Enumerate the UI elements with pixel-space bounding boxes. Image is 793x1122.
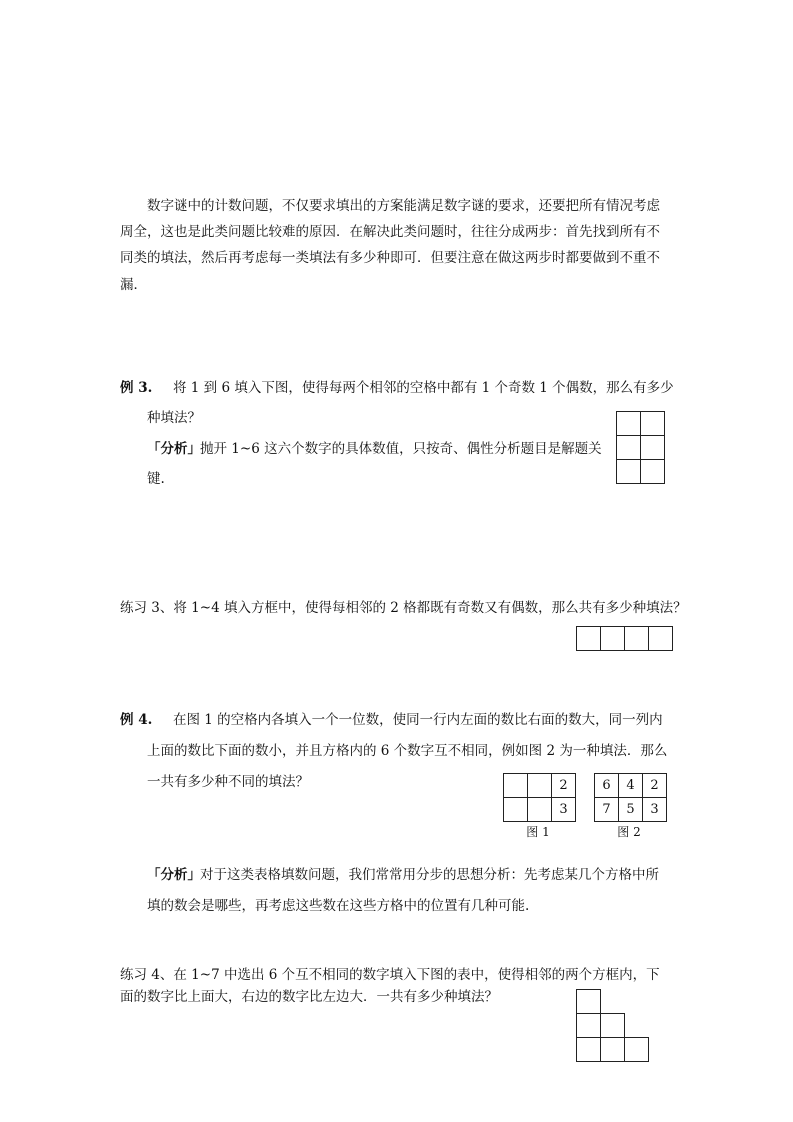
grid-cell (601, 1014, 625, 1038)
intro-line-4: 漏． (120, 277, 147, 293)
grid-cell (617, 412, 641, 436)
example3-analysis-line-1: 抛开 1~6 这六个数字的具体数值，只按奇、偶性分析题目是解题关 (200, 441, 602, 457)
grid-cell (649, 627, 673, 651)
example4-line-3: 一共有多少种不同的填法？ (147, 774, 309, 790)
example3-analysis-line-2: 键. (147, 471, 165, 487)
grid-cell: 5 (619, 798, 643, 822)
grid-cell (504, 774, 528, 798)
grid-cell: 2 (552, 774, 576, 798)
grid-cell: 6 (595, 774, 619, 798)
grid-cell (577, 627, 601, 651)
example4-line-2: 上面的数比下面的数小，并且方格内的 6 个数字互不相同，例如图 2 为一种填法．那么 (147, 743, 668, 759)
grid-cell (617, 460, 641, 484)
grid-cell (641, 436, 665, 460)
intro-line-1: 数字谜中的计数问题，不仅要求填出的方案能满足数字谜的要求，还要把所有情况考虑 (147, 198, 660, 214)
example3-analysis-label: 「分析」 (147, 441, 201, 457)
grid-cell (625, 1038, 649, 1062)
grid-cell: 3 (643, 798, 667, 822)
figure-2-caption: 图 2 (617, 825, 641, 839)
grid-cell (641, 460, 665, 484)
example4-analysis-label: 「分析」 (147, 867, 201, 883)
practice4-grid (576, 989, 649, 1062)
example4-label: 例 4. (120, 712, 153, 728)
grid-cell: 4 (619, 774, 643, 798)
grid-cell: 2 (643, 774, 667, 798)
practice4-line-2: 面的数字比上面大，右边的数字比左边大．一共有多少种填法？ (120, 989, 498, 1005)
figure-2-grid (594, 773, 667, 822)
intro-line-2: 周全，这也是此类问题比较难的原因．在解决此类问题时，往往分成两步：首先找到所有不 (120, 224, 660, 240)
example3-line-1: 将 1 到 6 填入下图，使得每两个相邻的空格中都有 1 个奇数 1 个偶数，那么有多少 (173, 380, 674, 396)
practice3-grid (576, 626, 673, 651)
grid-cell (617, 436, 641, 460)
grid-cell (577, 1014, 601, 1038)
grid-cell (577, 990, 601, 1014)
example3-grid (616, 411, 665, 484)
grid-cell (528, 798, 552, 822)
intro-line-3: 同类的填法，然后再考虑每一类填法有多少种即可．但要注意在做这两步时都要做到不重不 (120, 250, 660, 266)
grid-cell: 3 (552, 798, 576, 822)
figure-1-caption: 图 1 (526, 825, 550, 839)
grid-empty (601, 990, 625, 1014)
figure-1-grid (503, 773, 576, 822)
example3-line-2: 种填法？ (147, 410, 201, 426)
grid-cell (601, 1038, 625, 1062)
grid-empty (625, 990, 649, 1014)
grid-cell (641, 412, 665, 436)
example4-analysis-line-1: 对于这类表格填数问题，我们常常用分步的思想分析：先考虑某几个方格中所 (200, 867, 659, 883)
grid-cell (625, 627, 649, 651)
practice3-text: 练习 3、将 1~4 填入方框中，使得每相邻的 2 格都既有奇数又有偶数，那么共有多少种填法？ (120, 600, 687, 616)
grid-cell (528, 774, 552, 798)
grid-cell (577, 1038, 601, 1062)
grid-cell (504, 798, 528, 822)
grid-empty (625, 1014, 649, 1038)
example4-line-1: 在图 1 的空格内各填入一个一位数，使同一行内左面的数比右面的数大，同一列内 (173, 712, 663, 728)
practice4-line-1: 练习 4、在 1~7 中选出 6 个互不相同的数字填入下图的表中，使得相邻的两个方框内，下 (120, 967, 660, 983)
example4-analysis-line-2: 填的数会是哪些，再考虑这些数在这些方格中的位置有几种可能. (147, 898, 530, 914)
grid-cell: 7 (595, 798, 619, 822)
grid-cell (601, 627, 625, 651)
example3-label: 例 3. (120, 380, 153, 396)
